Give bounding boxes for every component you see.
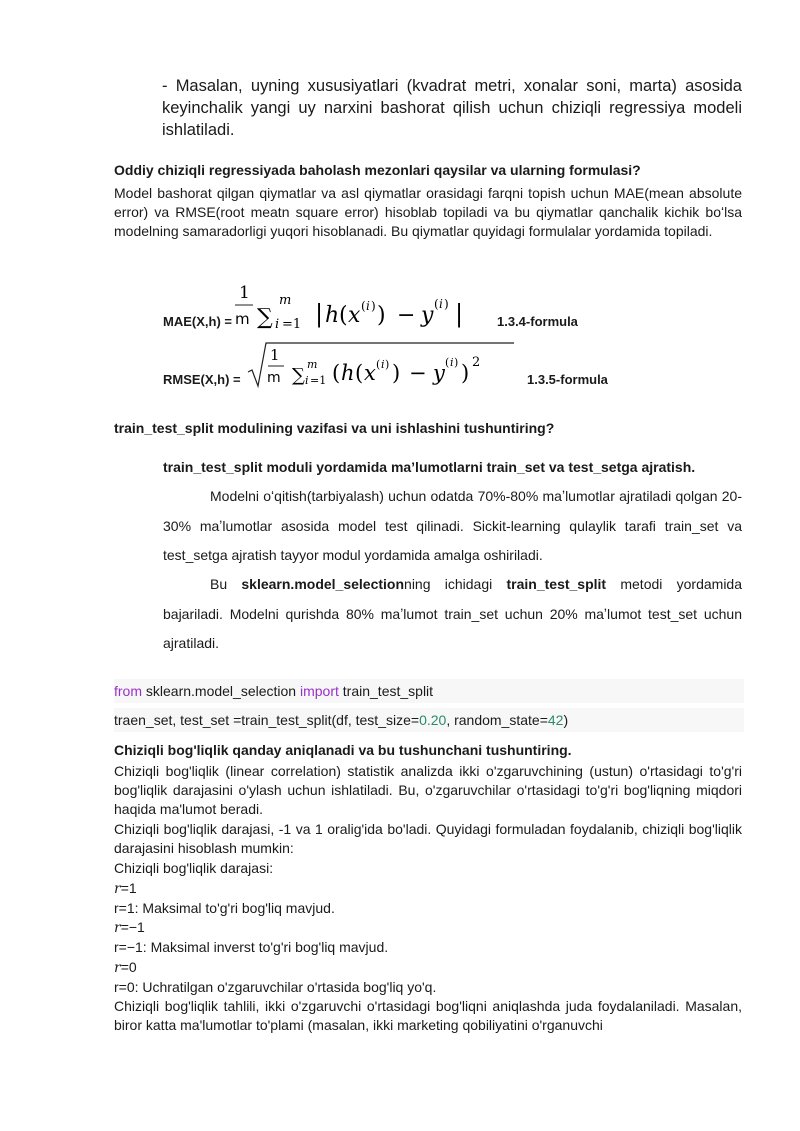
svg-text:=1: =1 [282, 317, 302, 332]
svg-text:2: 2 [472, 355, 481, 370]
svg-text:i: i [305, 374, 309, 387]
math-variable: r [114, 960, 121, 976]
metrics-paragraph: Model bashorat qilgan qiymatlar va asl qiymatlar orasidagi farqni topish uchun MAE(mean absolute error) va RMSE(root meatn square error) hisoblab topiladi va bu qiymatlar qanchalik kichik boʻlsa modelning samaradorligi yuqori hisoblanadi. Bu qiymatlar quyidagi formulalar yordamida topiladi. [114, 185, 742, 239]
code-module: sklearn.model_selection [142, 683, 300, 699]
svg-text:): ) [385, 358, 390, 371]
split-method-name: train_test_split [506, 576, 607, 592]
keyword-import: import [299, 683, 339, 699]
svg-text:h: h [325, 303, 340, 328]
intro-paragraph: - Masalan, uyning xususiyatlari (kvadrat metri, xonalar soni, marta) asosida keyinchalik yangi uy narxini bashorat qilish uchun chiziqli regressiya modeli ishlatiladi. [162, 77, 742, 139]
math-value: =0 [120, 959, 137, 975]
mae-formula [235, 280, 495, 332]
svg-text:(: ( [339, 303, 348, 328]
correlation-levels-title: Chiziqli bog'liqlik darajasi: [114, 860, 274, 876]
svg-text:|: | [315, 300, 324, 328]
svg-text:y: y [433, 361, 445, 385]
svg-text:m: m [235, 310, 250, 328]
mae-label: MAE(X,h) = [163, 314, 232, 329]
split-paragraph-2 [163, 570, 742, 659]
correlation-line-2: r=−1: Maksimal inverst to'g'ri bog'liq mavjud. [114, 939, 389, 955]
svg-text:−: − [397, 303, 416, 328]
svg-text:x: x [364, 361, 376, 385]
code-number: 42 [547, 712, 564, 728]
svg-text:=1: =1 [310, 374, 327, 387]
svg-text:1: 1 [270, 346, 280, 364]
svg-text:h: h [341, 361, 355, 385]
question-heading-correlation: Chiziqli bog'liqlik qanday aniqlanadi va bu tushunchani tushuntiring. [114, 742, 572, 758]
mae-formula-tag: 1.3.4-formula [497, 314, 578, 329]
rmse-formula-tag: 1.3.5-formula [527, 372, 608, 387]
svg-text:(: ( [355, 361, 364, 385]
math-value: =−1 [120, 919, 145, 935]
svg-text:m: m [267, 370, 281, 386]
svg-text:(: ( [332, 361, 341, 385]
split-text-segment: ning ichidagi [404, 576, 507, 592]
correlation-paragraph-4: Chiziqli bog'liqlik tahlili, ikki o'zgaruvchi o'rtasidagi bog'liqni aniqlashda juda foydalaniladi. Masalan, biror katta ma'lumotlar to'plami (masalan, ikki marketing qobiliyatini o'rganuvchi [114, 998, 742, 1033]
svg-text:(: ( [376, 358, 381, 371]
correlation-paragraph-2: Chiziqli bog'liqlik darajasi, -1 va 1 oralig'ida bo'ladi. Quyidagi formuladan foydalanib, chiziqli bog'liqlik darajasini hisoblash mumkin: [114, 821, 742, 856]
svg-text:i: i [381, 358, 385, 371]
code-function: train_test_split [338, 683, 434, 699]
rmse-label: RMSE(X,h) = [163, 372, 241, 387]
svg-text:(: ( [434, 297, 439, 311]
math-variable: r [114, 920, 121, 936]
correlation-line-1: r=1: Maksimal to'g'ri bog'liq mavjud. [114, 900, 335, 916]
split-subheading: train_test_split moduli yordamida ma’lumotlarni train_set va test_setga ajratish. [163, 459, 696, 475]
svg-text:1: 1 [239, 283, 250, 303]
code-text: , random_state= [446, 712, 548, 728]
code-text: traen_set, test_set =train_test_split(df, test_size= [114, 712, 420, 728]
keyword-from: from [114, 683, 142, 699]
svg-text:x: x [348, 303, 361, 328]
correlation-math-1 [114, 879, 137, 899]
svg-text:|: | [455, 300, 464, 328]
math-value: =1 [120, 880, 137, 896]
svg-text:m: m [279, 293, 292, 308]
svg-text:∑: ∑ [257, 305, 273, 330]
correlation-paragraph-1: Chiziqli bog'liqlik (linear correlation) statistik analizda ikki o'zgaruvchining (ustun) o'rtasidagi to'g'ri bog'liqlik darajasini o'ylash uchun ishlatiladi. Bu, o'zgaruvchilar o'rtasidagi to'g'ri bog'liqning miqdori haqida ma'lumot beradi. [114, 763, 742, 817]
svg-text:i: i [275, 317, 280, 332]
svg-text:i: i [439, 297, 443, 311]
correlation-math-2 [114, 918, 145, 938]
svg-text:−: − [409, 361, 427, 385]
code-line-split [114, 708, 744, 732]
code-line-import [114, 679, 744, 703]
svg-text:): ) [392, 361, 401, 385]
rmse-formula [246, 340, 516, 390]
question-heading-split: train_test_split modulining vazifasi va uni ishlashini tushuntiring? [114, 420, 555, 436]
split-text-segment: Bu [210, 576, 242, 592]
code-text: ) [563, 712, 569, 728]
split-paragraph-1: Modelni oʻqitish(tarbiyalash) uchun odatda 70%-80% maʼlumotlar ajratiladi qolgan 20-30% maʼlumotlar asosida model test qilinadi. Sickit-learning qulaylik tarafi train_set va test_setga ajratish tayyor modul yordamida amalga oshiriladi. [163, 488, 742, 563]
svg-text:): ) [371, 299, 376, 313]
svg-text:i: i [450, 356, 454, 369]
math-variable: r [114, 881, 121, 897]
svg-text:(: ( [361, 299, 366, 313]
split-module-name: sklearn.model_selection [241, 576, 405, 592]
question-heading-metrics: Oddiy chiziqli regressiyada baholash mezonlari qaysilar va ularning formulasi? [114, 162, 641, 178]
svg-text:i: i [366, 299, 370, 313]
svg-text:(: ( [445, 356, 450, 369]
svg-text:∑: ∑ [292, 365, 305, 386]
svg-text:y: y [421, 303, 434, 328]
svg-text:): ) [454, 356, 459, 369]
svg-text:): ) [377, 303, 386, 328]
svg-text:): ) [461, 361, 470, 385]
correlation-math-3 [114, 958, 137, 978]
svg-text:): ) [444, 297, 449, 311]
split-text-segment: metodi yordamida bajariladi. Modelni qurishda 80% maʼlumot train_set uchun 20% maʼlumot test_set uchun ajratiladi. [163, 576, 742, 651]
correlation-line-3: r=0: Uchratilgan o'zgaruvchilar o'rtasida bog'liq yo'q. [114, 979, 437, 995]
svg-text:m: m [307, 358, 318, 371]
code-number: 0.20 [419, 712, 447, 728]
